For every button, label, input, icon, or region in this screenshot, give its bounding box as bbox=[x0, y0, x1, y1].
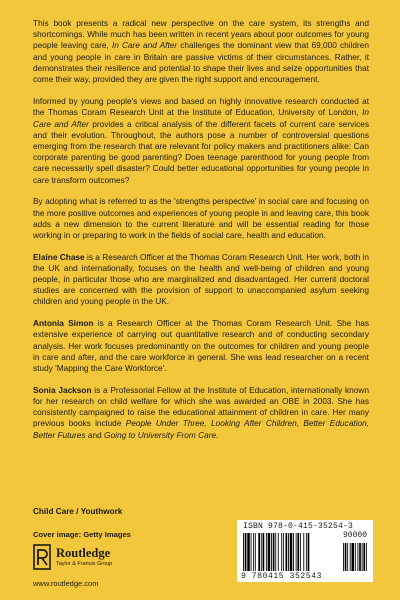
category-label: Child Care / Youthwork bbox=[33, 507, 123, 516]
author-name: Elaine Chase bbox=[33, 251, 85, 262]
author-name: Antonia Simon bbox=[33, 318, 94, 329]
blurb-text: challenges the dominant view that 69,000 children and young people in care in Britain are passive victims of their circumstances. Rather, it demonstrates their resilience and potential to shape their lives and seize opportunities that come their way, provided they are given the right support and encouragement. bbox=[33, 40, 370, 85]
blurb-text: provides a critical analysis of the different facets of current care services and their evolution. Throughout, the authors pose a number of controversial questions emerging from the research that are relevant for policy makers and practitioners alike: Can corporate parenting be good parenting? Does teenage parenthood for young people from care necessarily spell disaster? Could better educational opportunities for young people in care transform outcomes? bbox=[33, 118, 369, 185]
publisher-subtitle: Taylor & Francis Group bbox=[56, 561, 113, 567]
author-bio-chase bbox=[33, 252, 369, 308]
author-name: Sonia Jackson bbox=[33, 384, 92, 395]
previous-book: Going to University From Care bbox=[104, 429, 217, 440]
author-bio-text: and bbox=[85, 429, 105, 440]
blurb-paragraph-2 bbox=[33, 96, 369, 186]
blurb-paragraph-3: By adopting what is referred to as the 'strengths perspective' in social care and focusing on the more positive outcomes and experiences of young people in and leaving care, this book adds a new dimension to the current literature and will be essential reading for those working in or preparing to work in the fields of social care, health and education. bbox=[33, 196, 369, 240]
author-bio-jackson bbox=[33, 385, 369, 441]
routledge-logo-icon bbox=[33, 544, 51, 570]
author-bio-text: is a Research Officer at the Thomas Coram Research Unit. Her work, both in the UK and internationally, focuses on the health and well-being of children and young people, in particular those who are marginalized and disadvantaged. Her current doctoral studies are concerned with the provision of support to unaccompanied asylum seeking children and young people in the UK. bbox=[33, 251, 369, 307]
isbn-number: ISBN 978-0-415-35254-3 bbox=[243, 522, 354, 531]
blurb-paragraph-1 bbox=[33, 18, 369, 85]
publisher-logo bbox=[33, 544, 143, 578]
book-title: In Care and After bbox=[33, 107, 369, 129]
blurb-text: This book presents a radical new perspective on the care system, its strengths and shortcomings. While much has been written in recent years about poor outcomes for young people leaving care, bbox=[33, 18, 369, 51]
barcode-digits: 9 780415 352543 bbox=[241, 572, 323, 581]
author-bio-text: . bbox=[216, 429, 219, 440]
author-bio-text: is a Professorial Fellow at the Institute of Education, internationally known for her research on child welfare for which she was awarded an OBE in 2003. She has consistently campaigned to raise the educational attainment of children in care. Her many previous books include bbox=[33, 384, 369, 429]
isbn-barcode bbox=[237, 520, 373, 582]
author-bio-simon bbox=[33, 318, 369, 374]
cover-credit: Cover image: Getty Images bbox=[33, 530, 131, 539]
publisher-url: www.routledge.com bbox=[33, 579, 99, 588]
back-cover-text bbox=[33, 18, 369, 451]
book-title: In Care and After bbox=[111, 40, 178, 51]
price-code: 90000 bbox=[343, 531, 368, 540]
author-bio-text: is a Research Officer at the Thomas Coram Research Unit. She has extensive experience of carrying out quantitative research and of conducting secondary analysis. Her work focuses predominantly on the outcomes for children and young people in care and after, and the care workforce in general. She was lead researcher on a recent study 'Mapping the Care Workforce'. bbox=[33, 318, 369, 373]
publisher-name: Routledge bbox=[56, 546, 111, 560]
blurb-text: Informed by young people's views and based on highly innovative research conducted at the Thomas Coram Research Unit at the Institute of Education, University of London, bbox=[33, 96, 369, 118]
previous-books: People Under Three, Looking After Children, Better Education, Better Futures bbox=[33, 418, 369, 440]
